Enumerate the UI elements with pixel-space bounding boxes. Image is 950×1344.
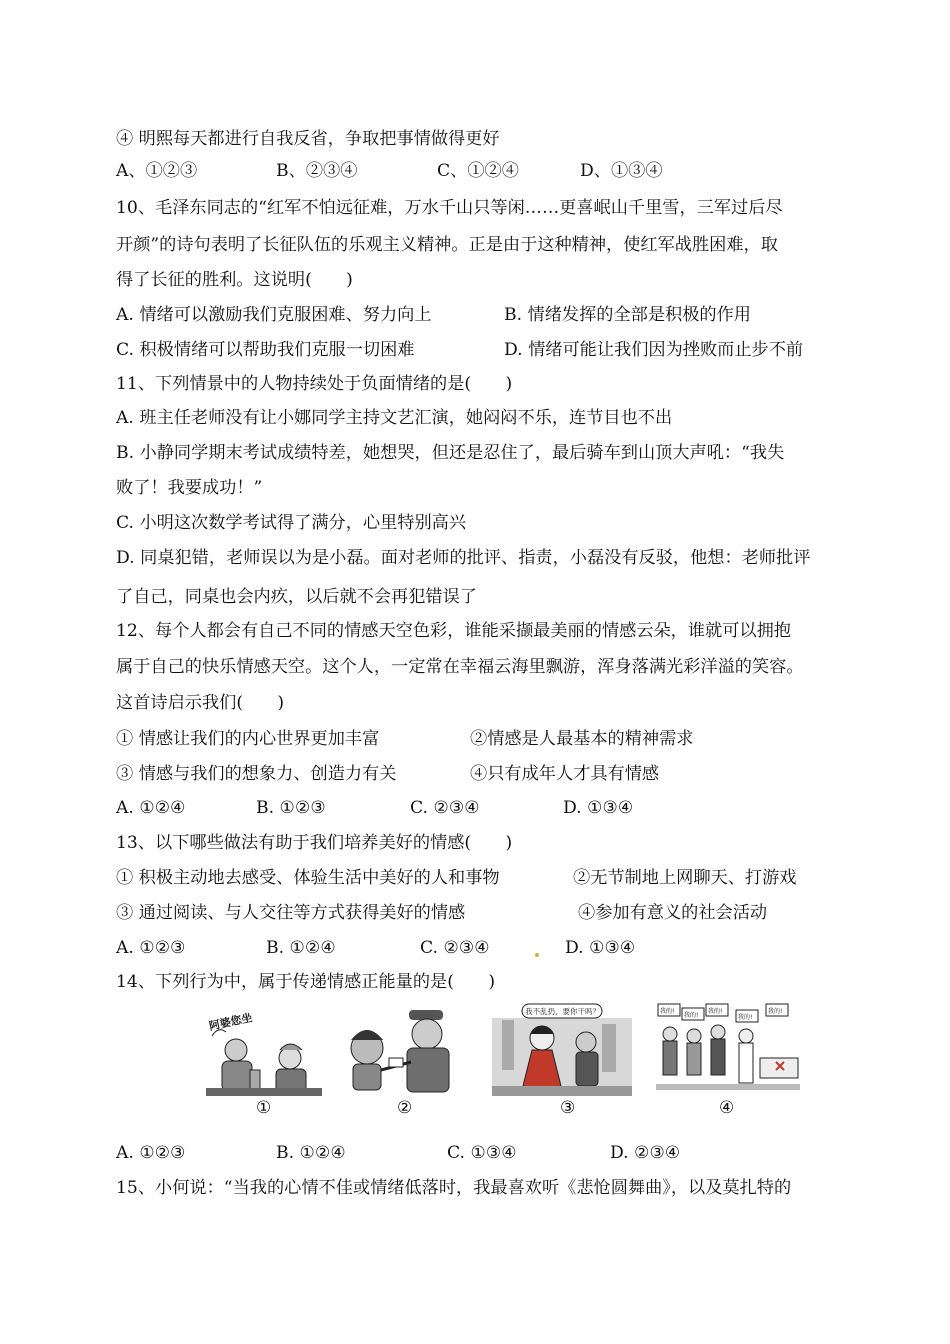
- picture-label-1: ①: [256, 1098, 272, 1118]
- q14-option-b: B. ①②④: [276, 1143, 346, 1163]
- q9-option-b: B、②③④: [276, 161, 358, 181]
- q12-stem-line3: 这首诗启示我们( ): [116, 693, 285, 713]
- q14-picture-2: [337, 1000, 468, 1096]
- q10-option-a: A. 情绪可以激励我们克服困难、努力向上: [116, 305, 432, 325]
- q11-stem: 11、下列情景中的人物持续处于负面情绪的是( ): [116, 374, 513, 394]
- q12-item-1: ① 情感让我们的内心世界更加丰富: [116, 729, 380, 749]
- q10-option-c: C. 积极情绪可以帮助我们克服一切困难: [116, 340, 415, 360]
- stray-dot: [535, 953, 539, 957]
- q12-stem-line1: 12、每个人都会有自己不同的情感天空色彩，谁能采撷最美丽的情感云朵，谁就可以拥抱: [116, 621, 791, 641]
- q13-item-2: ②无节制地上网聊天、打游戏: [573, 868, 797, 888]
- q11-option-b-line1: B. 小静同学期末考试成绩特差，她想哭，但还是忍住了，最后骑车到山顶大声吼：“我失: [116, 443, 785, 463]
- q12-option-d: D. ①③④: [563, 798, 634, 818]
- q10-stem-line1: 10、毛泽东同志的“红军不怕远征难，万水千山只等闲……更喜岷山千里雪，三军过后尽: [116, 198, 783, 218]
- picture-1-caption: 阿婆您坐: [207, 1011, 254, 1033]
- q11-option-b-line2: 败了！我要成功！”: [116, 478, 263, 498]
- q12-item-3: ③ 情感与我们的想象力、创造力有关: [116, 764, 397, 784]
- q13-option-a: A. ①②③: [116, 938, 186, 958]
- q12-item-2: ②情感是人最基本的精神需求: [470, 729, 694, 749]
- q12-item-4: ④只有成年人才具有情感: [470, 764, 660, 784]
- q14-picture-3: [492, 1000, 632, 1096]
- q9-option-c: C、①②④: [437, 161, 519, 181]
- q12-option-b: B. ①②③: [256, 798, 326, 818]
- q9-option-d: D、①③④: [580, 161, 663, 181]
- q14-stem: 14、下列行为中，属于传递情感正能量的是( ): [116, 972, 496, 992]
- picture-4-bubble-3: 我的!: [708, 1008, 723, 1015]
- q13-option-d: D. ①③④: [565, 938, 636, 958]
- picture-label-3: ③: [560, 1098, 576, 1118]
- picture-label-4: ④: [719, 1098, 735, 1118]
- q13-item-4: ④参加有意义的社会活动: [578, 903, 768, 923]
- q14-picture-1: [206, 1000, 322, 1096]
- q13-option-c: C. ②③④: [420, 938, 490, 958]
- q13-item-1: ① 积极主动地去感受、体验生活中美好的人和事物: [116, 868, 500, 888]
- q11-option-d-line1: D. 同桌犯错，老师误以为是小磊。面对老师的批评、指责，小磊没有反驳，他想：老师批评: [116, 548, 811, 568]
- q14-option-a: A. ①②③: [116, 1143, 186, 1163]
- q9-option-a: A、①②③: [116, 161, 198, 181]
- q12-option-a: A. ①②④: [116, 798, 186, 818]
- picture-4-bubble-4: 我的!: [738, 1014, 753, 1021]
- q10-option-d: D. 情绪可能让我们因为挫败而止步不前: [504, 340, 804, 360]
- q11-option-a: A. 班主任老师没有让小娜同学主持文艺汇演，她闷闷不乐，连节目也不出: [116, 408, 673, 428]
- q9-item-4: ④ 明熙每天都进行自我反省，争取把事情做得更好: [116, 129, 500, 149]
- picture-3-caption: 我不乱扔，要你干吗？: [525, 1007, 600, 1016]
- q13-stem: 13、以下哪些做法有助于我们培养美好的情感( ): [116, 833, 513, 853]
- picture-label-2: ②: [397, 1098, 413, 1118]
- q14-option-d: D. ②③④: [610, 1143, 681, 1163]
- q11-option-d-line2: 了自己，同桌也会内疚，以后就不会再犯错误了: [116, 587, 477, 607]
- picture-4-bubble-5: 我的!: [768, 1008, 783, 1015]
- q12-option-c: C. ②③④: [410, 798, 480, 818]
- q10-stem-line2: 开颜”的诗句表明了长征队伍的乐观主义精神。正是由于这种精神，使红军战胜困难，取: [116, 235, 778, 255]
- picture-4-bubble-2: 我的!: [684, 1012, 699, 1019]
- q10-stem-line3: 得了长征的胜利。这说明( ): [116, 270, 353, 290]
- picture-4-bubble-1: 我的!: [660, 1008, 675, 1015]
- q13-option-b: B. ①②④: [266, 938, 336, 958]
- q14-option-c: C. ①③④: [447, 1143, 517, 1163]
- q11-option-c: C. 小明这次数学考试得了满分，心里特别高兴: [116, 513, 467, 533]
- q12-stem-line2: 属于自己的快乐情感天空。这个人，一定常在幸福云海里飘游，浑身落满光彩洋溢的笑容。: [116, 657, 804, 677]
- q14-picture-4: [656, 1000, 800, 1096]
- q10-option-b: B. 情绪发挥的全部是积极的作用: [504, 305, 751, 325]
- q13-item-3: ③ 通过阅读、与人交往等方式获得美好的情感: [116, 903, 466, 923]
- q15-stem-line1: 15、小何说：“当我的心情不佳或情绪低落时，我最喜欢听《悲怆圆舞曲》，以及莫扎特的: [116, 1178, 792, 1198]
